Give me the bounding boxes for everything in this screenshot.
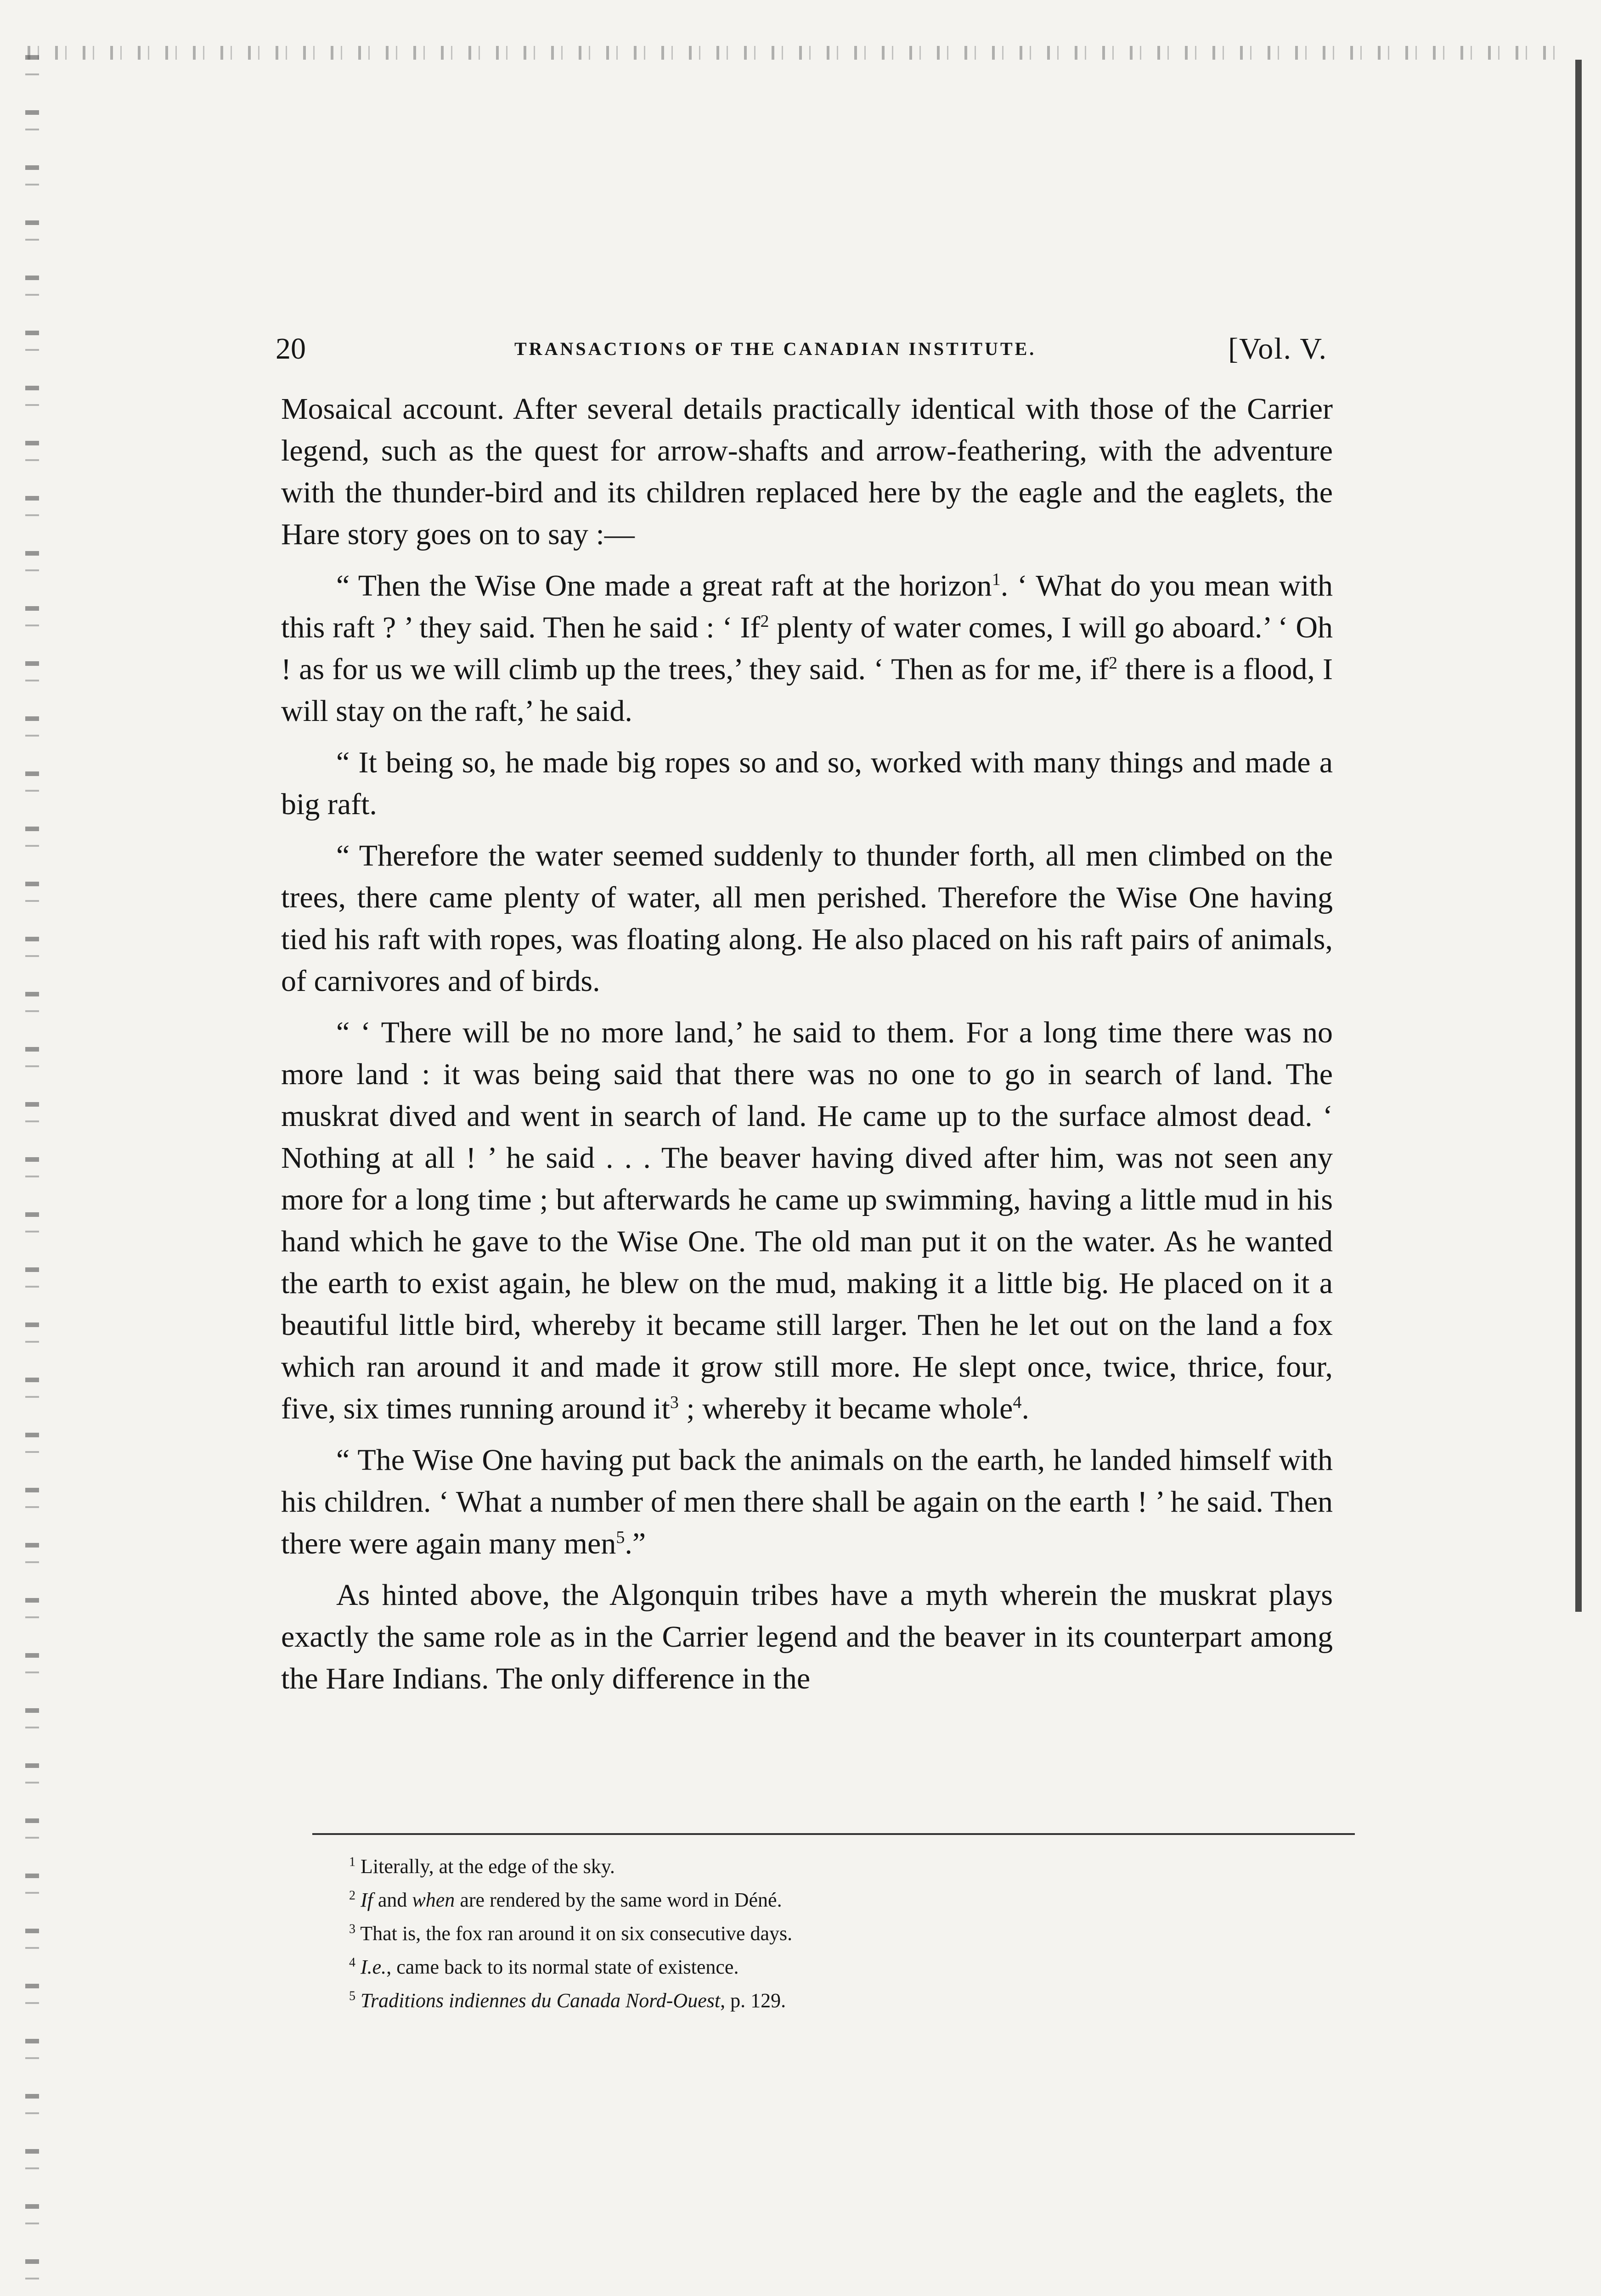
footnote <box>349 1950 1313 1984</box>
footnote-ref: 1 <box>992 570 1001 589</box>
text-run: there is a flood, I will stay on the raft,’ he said. <box>281 653 1333 728</box>
italic-text: I.e. <box>361 1956 387 1978</box>
footnote-mark: 5 <box>349 1989 355 2003</box>
text-run: “ ‘ There will be no more land,’ he said to them. For a long time there was no more land : it was being said that there was no one to go in search of land. The muskrat dived and went in search of land. He came up to the surface almost dead. ‘ Nothing at all ! ’ he said . . . The beaver having dived after him, was not seen any more for a long time ; but afterwards he came up swimming, having a little mud in his hand which he gave to the Wise One. The old man put it on the water. As he wanted the earth to exist again, he blew on the mud, making it a little big. He placed on it a beautiful little bird, whereby it became still larger. Then he let out on the land a fox which ran around it and made it grow still more. He slept once, twice, thrice, four, five, six times running around it <box>281 1016 1333 1425</box>
footnote-ref: 2 <box>1108 653 1117 673</box>
text-run: ; whereby it became whole <box>678 1392 1013 1425</box>
footnote <box>349 1984 1313 2017</box>
text-run: plenty of water comes, I will go aboard.’ ‘ Oh ! as for us we will climb up the trees,’ they said. ‘ Then as for me, if <box>281 611 1333 686</box>
text-run: . ‘ What do you mean with this raft ? ’ they said. Then he said : ‘ If <box>281 569 1333 644</box>
footnote-mark: 1 <box>349 1855 355 1869</box>
text-run: Mosaical account. After several details practically identical with those of the Carrier legend, such as the quest for arrow-shafts and arrow-feathering, with the adventure with the thunder-bird and its children replaced here by the eagle and the eaglets, the Hare story goes on to say :— <box>281 392 1333 551</box>
footnote-mark: 2 <box>349 1888 355 1903</box>
text-run: As hinted above, the Algonquin tribes have a myth wherein the muskrat plays exactly the same role as in the Carrier legend and the beaver in its counterpart among the Hare Indians. The only difference in the <box>281 1578 1333 1695</box>
footnote-ref: 5 <box>616 1528 625 1547</box>
volume-label: [Vol. V. <box>1228 332 1327 366</box>
paragraph <box>281 1439 1333 1564</box>
footnotes <box>349 1850 1313 2017</box>
scan-edge-top <box>28 46 1571 60</box>
text-run: “ Then the Wise One made a great raft at the horizon <box>336 569 992 602</box>
text-run: “ It being so, he made big ropes so and so, worked with many things and made a big raft. <box>281 746 1333 821</box>
italic-text: Traditions indiennes du Canada Nord-Ouest <box>361 1989 721 2012</box>
footnote-ref: 4 <box>1013 1393 1022 1412</box>
body-text <box>281 388 1333 1709</box>
text-run: , came back to its normal state of existence. <box>386 1956 739 1978</box>
text-run: .” <box>625 1527 646 1560</box>
text-run: , p. 129. <box>720 1989 786 2012</box>
footnote-mark: 4 <box>349 1955 355 1970</box>
text-run: are rendered by the same word in Déné. <box>455 1889 782 1911</box>
text-run: That is, the fox ran around it on six consecutive days. <box>360 1922 793 1945</box>
paragraph <box>281 742 1333 825</box>
text-run: “ The Wise One having put back the animals on the earth, he landed himself with his children. ‘ What a number of men there shall be again on the earth ! ’ he said. Then there were again many men <box>281 1443 1333 1560</box>
paragraph <box>281 1574 1333 1699</box>
text-run: Literally, at the edge of the sky. <box>361 1855 615 1878</box>
footnote <box>349 1850 1313 1883</box>
footnote <box>349 1883 1313 1917</box>
paragraph <box>281 388 1333 555</box>
paragraph <box>281 1012 1333 1429</box>
page-number: 20 <box>276 332 306 366</box>
paragraph <box>281 835 1333 1002</box>
running-title: TRANSACTIONS OF THE CANADIAN INSTITUTE. <box>514 338 1037 359</box>
footnote-divider <box>312 1833 1355 1835</box>
footnote <box>349 1917 1313 1950</box>
text-run: . <box>1021 1392 1029 1425</box>
footnote-ref: 2 <box>760 612 769 631</box>
text-run: “ Therefore the water seemed suddenly to thunder forth, all men climbed on the trees, there came plenty of water, all men perished. Therefore the Wise One having tied his raft with ropes, was floating along. He also placed on his raft pairs of animals, of carnivores and of birds. <box>281 839 1333 998</box>
scan-edge-left <box>25 55 39 2296</box>
paragraph <box>281 565 1333 732</box>
footnote-ref: 3 <box>670 1393 679 1412</box>
footnote-mark: 3 <box>349 1922 355 1936</box>
text-run: and <box>372 1889 412 1911</box>
scan-edge-right <box>1575 60 1582 1612</box>
italic-text: when <box>412 1889 455 1911</box>
page-header <box>276 332 1327 368</box>
italic-text: If <box>361 1889 373 1911</box>
